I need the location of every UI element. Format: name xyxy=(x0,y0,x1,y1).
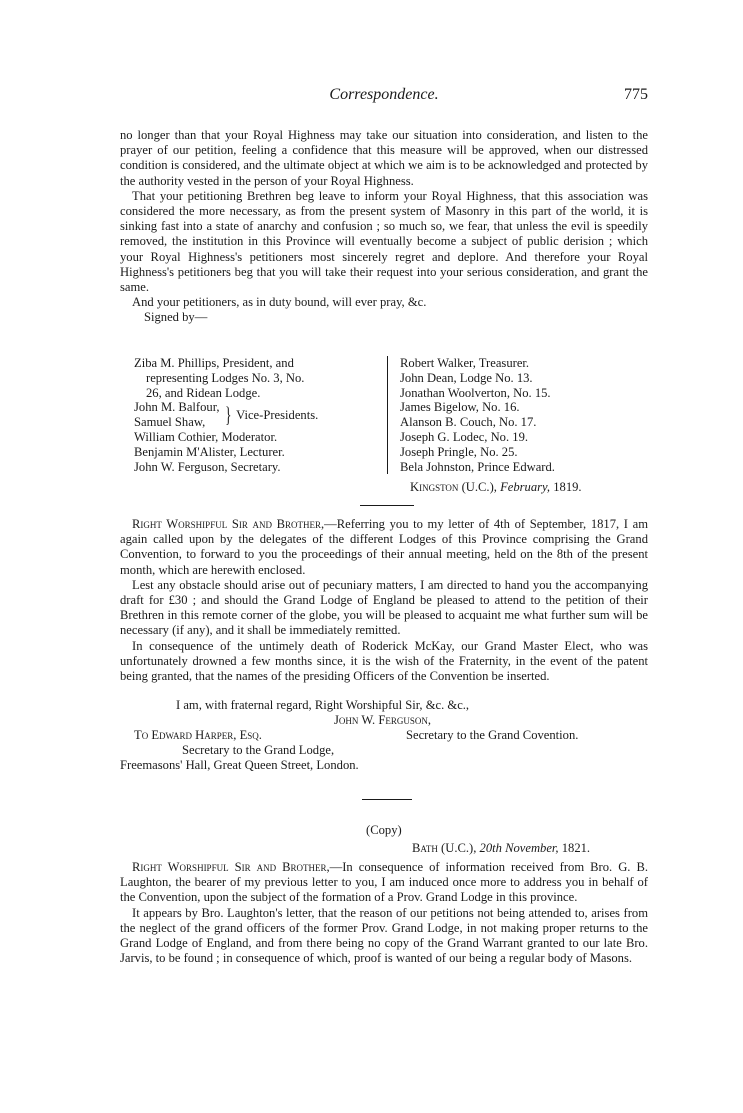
signatory: Joseph G. Lodec, No. 19. xyxy=(400,429,529,444)
section-divider xyxy=(362,799,412,800)
letter-ferguson xyxy=(120,517,648,684)
letter-paragraph: Lest any obstacle should arise out of pecuniary matters, I am directed to hand you the accompanying draft for £30 ; and should the Grand Lodge of England be pleased to attend to the petition of their Brethren in this remote corner of the globe, you will be pleased to acquaint me what further sum will be necessary (if any), and it shall be immediately remitted. xyxy=(120,577,648,638)
petition-paragraph: no longer than that your Royal Highness may take our situation into consideration, and listen to the prayer of our petition, feeling a confidence that this measure will be approved, when our distressed condition is considered, and the ultimate object at which we aim is to be acknowledged and protected by the authority vested in the person of your Royal Highness. xyxy=(120,128,648,188)
running-title: Correspondence. xyxy=(329,86,439,103)
addressee-title: Secretary to the Grand Lodge, xyxy=(182,743,335,757)
signatory: Samuel Shaw, xyxy=(134,415,206,430)
signatory: Benjamin M'Alister, Lecturer. xyxy=(134,444,285,459)
letter-paragraph: In consequence of the untimely death of Roderick McKay, our Grand Master Elect, who was unfortunately drowned a few months since, it is the wish of the Fraternity, in the event of the patent being granted, that the names of the presiding Officers of the Convention be inserted. xyxy=(120,638,648,684)
signatory: Robert Walker, Treasurer. xyxy=(400,356,530,370)
dateline: Kingston (U.C.), February, 1819. xyxy=(410,480,582,494)
copy-label: (Copy) xyxy=(366,823,402,837)
signatory: John M. Balfour, xyxy=(134,400,220,415)
page-header xyxy=(120,86,648,108)
signatory: Bela Johnston, Prince Edward. xyxy=(400,459,555,474)
vice-presidents-group xyxy=(134,400,376,430)
letter-paragraph: It appears by Bro. Laughton's letter, that the reason of our petitions not being attended to, arises from the neglect of the grand officers of the former Prov. Grand Lodge, in not making proper returns to the Grand Lodge of England, and from there being no copy of the Grand Warrant granted to our late Bro. Jarvis, to be found ; in consequence of which, proof is wanted of our being a regular body of Masons. xyxy=(120,905,648,966)
page-number: 775 xyxy=(624,86,648,103)
letter-paragraph: Right Worshipful Sir and Brother,—Referring you to my letter of 4th of September, 1817, I am again called upon by the delegates of the different Lodges of this Province comprising the Grand Convention, to forward to you the proceedings of their annual meeting, held on the 8th of the present month, which are herewith enclosed. xyxy=(120,517,648,577)
signatories-left-column xyxy=(134,356,376,474)
signatory: Ziba M. Phillips, President, and xyxy=(134,356,294,370)
petition-paragraph: And your petitioners, as in duty bound, will ever pray, &c. xyxy=(132,295,427,310)
letter-bath xyxy=(120,860,648,966)
signed-by-label: Signed by— xyxy=(144,310,208,325)
signatory-continuation: representing Lodges No. 3, No. xyxy=(146,370,305,385)
signatories-list xyxy=(134,356,654,476)
section-divider xyxy=(360,505,414,506)
closing-line: I am, with fraternal regard, Right Worshipful Sir, &c. &c., xyxy=(176,698,470,712)
signer-title: Secretary to the Grand Covention. xyxy=(406,728,579,742)
signatory: John Dean, Lodge No. 13. xyxy=(400,370,533,385)
signatory: Jonathan Woolverton, No. 15. xyxy=(400,385,551,400)
signatories-right-column xyxy=(387,356,660,474)
vice-presidents-title: Vice-Presidents. xyxy=(236,407,319,422)
signatory: John W. Ferguson, Secretary. xyxy=(134,459,281,474)
petition-paragraph: That your petitioning Brethren beg leave to inform your Royal Highness, that this association was considered the more necessary, as from the present system of Masonry in this part of the world, it is sinking fast into a state of anarchy and confusion ; so much so, we fear, that unless the evil is speedily removed, the institution in this Province will eventually become a subject of public derision ; which your Royal Highness's petitioners most sincerely regret and deplore. And therefore your Royal Highness's petitioners beg that you will take their request into your serious consideration, and grant the same. xyxy=(120,188,648,295)
signer-name: John W. Ferguson, xyxy=(334,713,432,727)
addressee-name: To Edward Harper, Esq. xyxy=(134,728,262,742)
brace-symbol: } xyxy=(224,402,232,428)
signatory: Joseph Pringle, No. 25. xyxy=(400,444,518,459)
signatory: James Bigelow, No. 16. xyxy=(400,400,520,415)
signatory: Alanson B. Couch, No. 17. xyxy=(400,415,537,430)
letter-paragraph: Right Worshipful Sir and Brother,—In consequence of information received from Bro. G. B. Laughton, the bearer of my previous letter to you, I am induced once more to address you in behalf of the Convention, upon the subject of the formation of a Prov. Grand Lodge in this province. xyxy=(120,860,648,905)
signatory-continuation: 26, and Ridean Lodge. xyxy=(146,385,261,400)
dateline: Bath (U.C.), 20th November, 1821. xyxy=(412,841,591,855)
addressee-address: Freemasons' Hall, Great Queen Street, London. xyxy=(120,758,359,772)
salutation: Right Worshipful Sir and Brother, xyxy=(132,517,325,531)
petition-text xyxy=(120,128,648,326)
salutation: Right Worshipful Sir and Brother, xyxy=(132,860,330,874)
signatory: William Cothier, Moderator. xyxy=(134,429,278,444)
